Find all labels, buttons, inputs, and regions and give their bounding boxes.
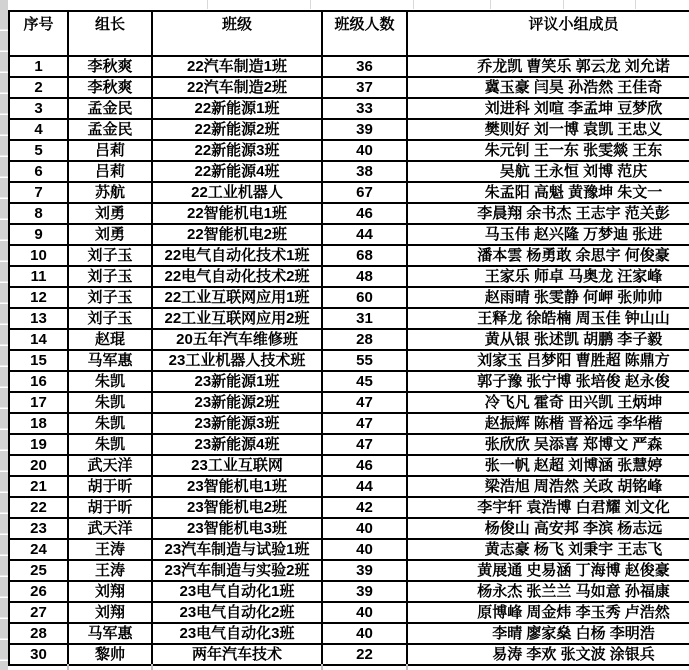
cell-leader[interactable]: 刘勇 [68,203,152,224]
sheet-gridline [406,664,408,670]
cell-members[interactable]: 原博峰 周金炜 李玉秀 卢浩然 [407,602,689,623]
cell-leader[interactable]: 黎帅 [68,644,152,665]
table-row [9,329,689,350]
cell-size[interactable]: 47 [322,392,407,413]
cell-size[interactable]: 40 [322,623,407,644]
sheet-gridline [310,0,311,9]
cell-class[interactable]: 23智能机电3班 [152,518,322,539]
header-cell-members[interactable]: 评议小组成员 [407,11,689,56]
cell-members[interactable]: 王释龙 徐皓楠 周玉佳 钟山山 [407,308,689,329]
cell-class[interactable]: 22新能源4班 [152,161,322,182]
table-row [9,245,689,266]
cell-class[interactable]: 23汽车制造与实验2班 [152,560,322,581]
cell-class[interactable]: 22新能源1班 [152,98,322,119]
cell-seq[interactable]: 2 [9,77,68,98]
cell-seq[interactable]: 12 [9,287,68,308]
cell-size[interactable]: 33 [322,98,407,119]
cell-members[interactable]: 黄志豪 杨飞 刘秉宇 王志飞 [407,539,689,560]
cell-size[interactable]: 40 [322,140,407,161]
cell-class[interactable]: 23新能源3班 [152,413,322,434]
table-row [9,119,689,140]
cell-leader[interactable]: 王涛 [68,539,152,560]
table-row [9,266,689,287]
cell-seq[interactable]: 25 [9,560,68,581]
cell-leader[interactable]: 孟金民 [68,119,152,140]
cell-seq[interactable]: 28 [9,623,68,644]
cell-size[interactable]: 47 [322,434,407,455]
cell-size[interactable]: 40 [322,539,407,560]
cell-seq[interactable]: 14 [9,329,68,350]
cell-seq[interactable]: 15 [9,350,68,371]
cell-size[interactable]: 39 [322,560,407,581]
cell-members[interactable]: 朱孟阳 高魁 黄豫坤 朱文一 [407,182,689,203]
cell-size[interactable]: 39 [322,119,407,140]
cell-class[interactable]: 22电气自动化技术2班 [152,266,322,287]
cell-leader[interactable]: 刘翔 [68,602,152,623]
table-row [9,392,689,413]
cell-members[interactable]: 李晴 廖家燊 白杨 李明浩 [407,623,689,644]
cell-seq[interactable]: 13 [9,308,68,329]
cell-class[interactable]: 23汽车制造与试验1班 [152,539,322,560]
cell-size[interactable]: 44 [322,224,407,245]
cell-class[interactable]: 22智能机电2班 [152,224,322,245]
cell-class[interactable]: 22新能源3班 [152,140,322,161]
header-cell-leader[interactable]: 组长 [68,11,152,56]
row-gutter [0,0,8,670]
cell-seq[interactable]: 26 [9,581,68,602]
cell-class[interactable]: 23智能机电1班 [152,476,322,497]
cell-class[interactable]: 23智能机电2班 [152,497,322,518]
cell-class[interactable]: 23新能源1班 [152,371,322,392]
table-row [9,476,689,497]
table-row [9,539,689,560]
sheet-gridline [635,0,636,9]
cell-class[interactable]: 22工业互联网应用1班 [152,287,322,308]
cell-members[interactable]: 赵雨晴 张雯静 何岬 张帅帅 [407,287,689,308]
table-row [9,56,689,77]
cell-class[interactable]: 23新能源2班 [152,392,322,413]
cell-size[interactable]: 60 [322,287,407,308]
cell-leader[interactable]: 刘勇 [68,224,152,245]
sheet-gridline [490,0,491,9]
table-row [9,581,689,602]
cell-seq[interactable]: 24 [9,539,68,560]
cell-seq[interactable]: 20 [9,455,68,476]
cell-members[interactable]: 刘家玉 吕梦阳 曹胜超 陈鼎方 [407,350,689,371]
cell-leader[interactable]: 吕莉 [68,161,152,182]
cell-class[interactable]: 22汽车制造1班 [152,56,322,77]
header-row [9,11,689,56]
cell-class[interactable]: 22智能机电1班 [152,203,322,224]
sheet-gridline [151,664,153,670]
cell-size[interactable]: 40 [322,518,407,539]
cell-class[interactable]: 23工业机器人技术班 [152,350,322,371]
cell-leader[interactable]: 刘子玉 [68,308,152,329]
cell-class[interactable]: 22电气自动化技术1班 [152,245,322,266]
cell-members[interactable]: 杨永杰 张兰兰 马如意 孙福康 [407,581,689,602]
cell-class[interactable]: 22工业互联网应用2班 [152,308,322,329]
cell-class[interactable]: 22工业机器人 [152,182,322,203]
cell-class[interactable]: 23新能源4班 [152,434,322,455]
cell-size[interactable]: 45 [322,371,407,392]
cell-seq[interactable]: 5 [9,140,68,161]
table-row [9,224,689,245]
table-row [9,560,689,581]
cell-class[interactable]: 20五年汽车维修班 [152,329,322,350]
cell-members[interactable]: 吴航 王永恒 刘博 范庆 [407,161,689,182]
review-groups-table [8,10,689,666]
cell-members[interactable]: 刘进科 刘喧 李孟坤 豆梦欣 [407,98,689,119]
cell-class[interactable]: 23工业互联网 [152,455,322,476]
cell-leader[interactable]: 马军惠 [68,350,152,371]
cell-leader[interactable]: 马军惠 [68,623,152,644]
cell-seq[interactable]: 18 [9,413,68,434]
table-row [9,413,689,434]
cell-leader[interactable]: 朱凯 [68,434,152,455]
cell-seq[interactable]: 11 [9,266,68,287]
cell-members[interactable]: 李晨翔 余书杰 王志宇 范关彭 [407,203,689,224]
cell-size[interactable]: 55 [322,350,407,371]
cell-leader[interactable]: 吕莉 [68,140,152,161]
cell-leader[interactable]: 李秋爽 [68,56,152,77]
cell-seq[interactable]: 30 [9,644,68,665]
cell-size[interactable]: 31 [322,308,407,329]
cell-leader[interactable]: 刘翔 [68,581,152,602]
cell-members[interactable]: 梁浩旭 周浩然 关政 胡铭峰 [407,476,689,497]
header-cell-class[interactable]: 班级 [152,11,322,56]
cell-class[interactable]: 23电气自动化2班 [152,602,322,623]
cell-seq[interactable]: 16 [9,371,68,392]
cell-size[interactable]: 40 [322,602,407,623]
cell-members[interactable]: 赵振辉 陈楷 晋裕远 李华楷 [407,413,689,434]
cell-seq[interactable]: 27 [9,602,68,623]
cell-members[interactable]: 李宇轩 袁浩博 白君耀 刘文化 [407,497,689,518]
sheet-gridline [321,664,323,670]
cell-size[interactable]: 44 [322,476,407,497]
cell-members[interactable]: 乔龙凯 曹笑乐 郭云龙 刘允诺 [407,56,689,77]
table-row [9,287,689,308]
cell-size[interactable]: 28 [322,329,407,350]
cell-leader[interactable]: 李秋爽 [68,77,152,98]
cell-leader[interactable]: 刘子玉 [68,245,152,266]
sheet-gridline [413,0,414,9]
cell-class[interactable]: 22新能源2班 [152,119,322,140]
cell-size[interactable]: 67 [322,182,407,203]
cell-members[interactable]: 易涛 李欢 张文波 涂银兵 [407,644,689,665]
sheet-gridline [563,0,564,9]
cell-size[interactable]: 22 [322,644,407,665]
cell-leader[interactable]: 胡于昕 [68,476,152,497]
cell-size[interactable]: 37 [322,77,407,98]
cell-members[interactable]: 朱元钊 王一东 张雯燚 王东 [407,140,689,161]
cell-class[interactable]: 两年汽车技术 [152,644,322,665]
cell-members[interactable]: 王家乐 师卓 马奥龙 汪家峰 [407,266,689,287]
cell-size[interactable]: 38 [322,161,407,182]
cell-leader[interactable]: 王涛 [68,560,152,581]
cell-leader[interactable]: 胡于昕 [68,497,152,518]
cell-seq[interactable]: 6 [9,161,68,182]
cell-members[interactable]: 张一帆 赵超 刘博涵 张慧婷 [407,455,689,476]
cell-members[interactable]: 潘本雲 杨勇敢 余思宇 何俊豪 [407,245,689,266]
table-row [9,497,689,518]
table-row [9,161,689,182]
cell-seq[interactable]: 9 [9,224,68,245]
table-row [9,623,689,644]
table-row [9,350,689,371]
header-cell-seq[interactable]: 序号 [9,11,68,56]
cell-leader[interactable]: 刘子玉 [68,287,152,308]
sheet-gridline [67,664,69,670]
cell-members[interactable]: 樊则好 刘一博 袁凯 王忠义 [407,119,689,140]
cell-members[interactable]: 冷飞凡 霍奇 田兴凯 王炳坤 [407,392,689,413]
table-row [9,455,689,476]
cell-seq[interactable]: 1 [9,56,68,77]
cell-seq[interactable]: 10 [9,245,68,266]
cell-leader[interactable]: 武天洋 [68,455,152,476]
cell-seq[interactable]: 17 [9,392,68,413]
table-row [9,518,689,539]
table-row [9,434,689,455]
cell-leader[interactable]: 赵琨 [68,329,152,350]
cell-members[interactable]: 黄从银 张述凯 胡鹏 李子毅 [407,329,689,350]
cell-leader[interactable]: 朱凯 [68,392,152,413]
cell-size[interactable]: 46 [322,203,407,224]
cell-class[interactable]: 23电气自动化3班 [152,623,322,644]
table-row [9,140,689,161]
cell-seq[interactable]: 23 [9,518,68,539]
cell-class[interactable]: 23电气自动化1班 [152,581,322,602]
table-row [9,203,689,224]
cell-seq[interactable]: 22 [9,497,68,518]
table-row [9,98,689,119]
cell-members[interactable]: 冀玉豪 闫昊 孙浩然 王佳奇 [407,77,689,98]
cell-seq[interactable]: 7 [9,182,68,203]
cell-leader[interactable]: 武天洋 [68,518,152,539]
sheet-gridline [207,0,208,9]
cell-size[interactable]: 36 [322,56,407,77]
cell-size[interactable]: 46 [322,455,407,476]
cell-seq[interactable]: 8 [9,203,68,224]
cell-size[interactable]: 42 [322,497,407,518]
cell-members[interactable]: 郭子豫 张宁博 张培俊 赵永俊 [407,371,689,392]
cell-members[interactable]: 张欣欣 吴添喜 郑博文 严森 [407,434,689,455]
header-cell-size[interactable]: 班级人数 [322,11,407,56]
cell-seq[interactable]: 21 [9,476,68,497]
cell-seq[interactable]: 3 [9,98,68,119]
table-row [9,644,689,665]
cell-members[interactable]: 马玉伟 赵兴隆 万梦迪 张进 [407,224,689,245]
table-row [9,308,689,329]
cell-size[interactable]: 48 [322,266,407,287]
table-row [9,77,689,98]
cell-seq[interactable]: 19 [9,434,68,455]
cell-size[interactable]: 68 [322,245,407,266]
cell-seq[interactable]: 4 [9,119,68,140]
table-row [9,182,689,203]
table-row [9,371,689,392]
cell-leader[interactable]: 孟金民 [68,98,152,119]
cell-leader[interactable]: 刘子玉 [68,266,152,287]
cell-members[interactable]: 杨俊山 高安邦 李滨 杨志远 [407,518,689,539]
cell-leader[interactable]: 朱凯 [68,413,152,434]
table-body [9,56,689,665]
table-row [9,602,689,623]
cell-size[interactable]: 39 [322,581,407,602]
cell-leader[interactable]: 朱凯 [68,371,152,392]
cell-size[interactable]: 47 [322,413,407,434]
cell-leader[interactable]: 苏航 [68,182,152,203]
cell-class[interactable]: 22汽车制造2班 [152,77,322,98]
cell-members[interactable]: 黄展通 史易涵 丁海博 赵俊豪 [407,560,689,581]
